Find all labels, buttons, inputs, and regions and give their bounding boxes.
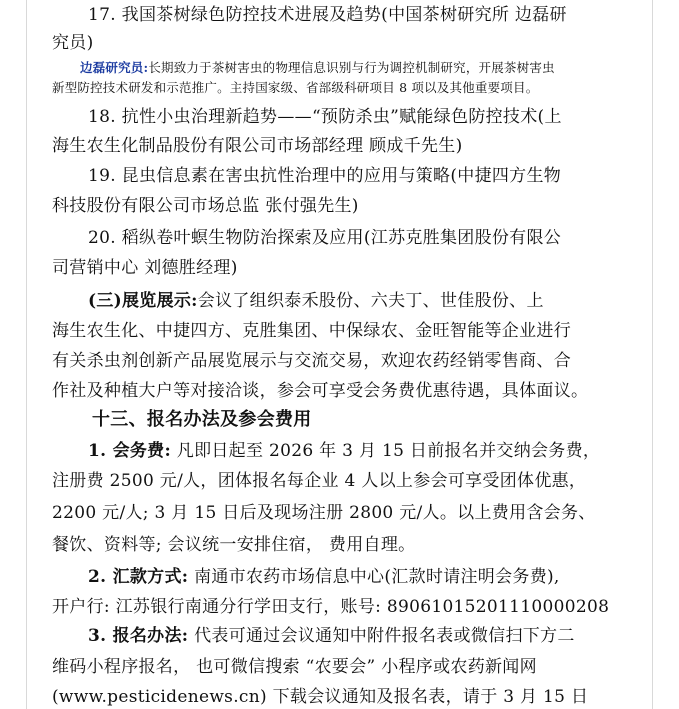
remittance-line2: 开户行: 江苏银行南通分行学田支行，账号: 89061015201110000208 — [52, 597, 610, 617]
agenda-item-18-line2: 海生农生化制品股份有限公司市场部经理 顾成千先生) — [52, 136, 463, 156]
signup-line3: (www.pesticidenews.cn) 下载会议通知及报名表，请于 3 月 15 日 — [52, 687, 589, 707]
speaker-bio-line2: 新型防控技术研发和示范推广。主持国家级、省部级科研项目 8 项以及其他重要项目。 — [52, 80, 539, 95]
signup-label: 3. 报名办法: — [88, 626, 189, 646]
signup-line2: 维码小程序报名， 也可微信搜索 “农要会” 小程序或农药新闻网 — [52, 657, 537, 677]
exhibition-paragraph-line4: 作社及种植大户等对接洽谈，参会可享受会务费优惠待遇，具体面议。 — [52, 381, 589, 401]
fee-line1 — [88, 440, 628, 462]
exhibition-paragraph-line3: 有关杀虫剂创新产品展览展示与交流交易，欢迎农药经销零售商、合 — [52, 351, 571, 371]
fee-line3: 2200 元/人; 3 月 15 日后及现场注册 2800 元/人。以上费用含会务、 — [52, 503, 596, 523]
signup-text: 代表可通过会议通知中附件报名表或微信扫下方二 — [194, 626, 575, 646]
agenda-item-20-line1: 20. 稻纵卷叶螟生物防治探索及应用(江苏克胜集团股份有限公 — [88, 228, 562, 248]
agenda-item-19-line1: 19. 昆虫信息素在害虫抗性治理中的应用与策略(中捷四方生物 — [88, 166, 562, 186]
remittance-text: 南通市农药市场信息中心(汇款时请注明会务费), — [194, 567, 560, 587]
exhibition-heading: (三)展览展示: — [88, 291, 198, 311]
section-13-title: 十三、报名办法及参会费用 — [92, 409, 312, 430]
remittance-line1 — [88, 566, 628, 588]
agenda-item-19-line2: 科技股份有限公司市场总监 张付强先生) — [52, 196, 359, 216]
fee-line4: 餐饮、资料等; 会议统一安排住宿， 费用自理。 — [52, 535, 416, 555]
fee-text: 凡即日起至 2026 年 3 月 15 日前报名并交纳会务费， — [176, 441, 601, 461]
fee-label: 1. 会务费: — [88, 441, 172, 461]
remittance-label: 2. 汇款方式: — [88, 567, 189, 587]
speaker-bio-text: 长期致力于茶树害虫的物理信息识别与行为调控机制研究，开展茶树害虫 — [148, 60, 555, 75]
exhibition-paragraph-line1 — [88, 290, 628, 312]
speaker-bio-line1 — [80, 60, 628, 76]
exhibition-text: 会议了组织泰禾股份、六夫丁、世佳股份、上 — [197, 291, 544, 311]
left-margin-rule — [26, 0, 27, 709]
signup-line1 — [88, 625, 628, 647]
agenda-item-18-line1: 18. 抗性小虫治理新趋势——“预防杀虫”赋能绿色防控技术(上 — [88, 107, 562, 127]
right-margin-rule — [652, 0, 653, 709]
agenda-item-17-line1: 17. 我国茶树绿色防控技术进展及趋势(中国茶树研究所 边磊研 — [88, 5, 567, 25]
fee-line2: 注册费 2500 元/人，团体报名每企业 4 人以上参会可享受团体优惠， — [52, 471, 587, 491]
agenda-item-17-line2: 究员) — [52, 33, 94, 53]
exhibition-paragraph-line2: 海生农生化、中捷四方、克胜集团、中保绿农、金旺智能等企业进行 — [52, 321, 571, 341]
agenda-item-20-line2: 司营销中心 刘德胜经理) — [52, 258, 238, 278]
speaker-bio-name: 边磊研究员: — [80, 60, 149, 75]
